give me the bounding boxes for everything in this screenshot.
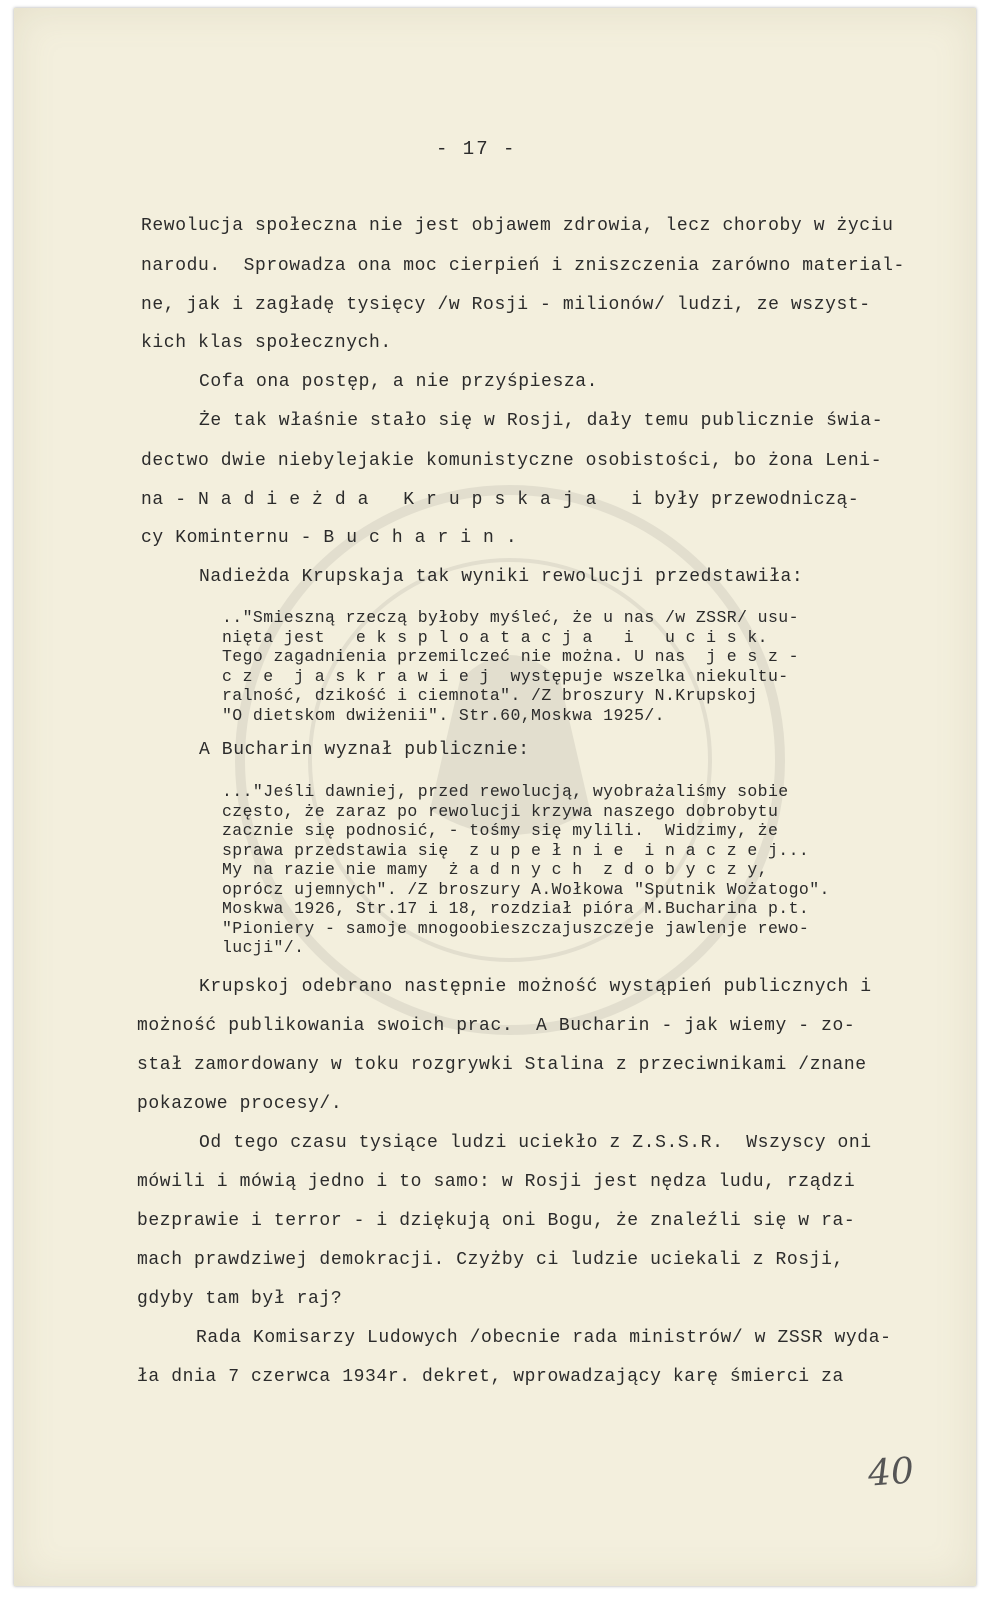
text-line: Cofa ona postęp, a nie przyśpiesza.	[199, 372, 599, 392]
text-line: Rada Komisarzy Ludowych /obecnie rada ministrów/ w ZSSR wyda-	[196, 1328, 892, 1348]
quote-line: "Pioniery - samoje mnogoobieszczajuszczeje jawlenje rewo-	[222, 919, 810, 938]
text-line: kich klas społecznych.	[141, 333, 392, 353]
text-line: możność publikowania swoich prac. A Bucharin - jak wiemy - zo-	[137, 1016, 856, 1036]
text-line: mówili i mówią jedno i to samo: w Rosji jest nędza ludu, rządzi	[137, 1172, 856, 1192]
quote-line: Moskwa 1926, Str.17 i 18, rozdział pióra M.Bucharina p.t.	[222, 899, 810, 918]
text-line: stał zamordowany w toku rozgrywki Stalina z przeciwnikami /znane	[137, 1055, 867, 1075]
text-line: ne, jak i zagładę tysięcy /w Rosji - milionów/ ludzi, ze wszyst-	[141, 295, 871, 315]
text-line: A Bucharin wyznał publicznie:	[199, 740, 530, 760]
quote-line: "O dietskom dwiżenii". Str.60,Moskwa 1925/.	[222, 706, 665, 725]
text-line: pokazowe procesy/.	[137, 1094, 343, 1114]
text-line: Krupskoj odebrano następnie możność wystąpień publicznych i	[199, 977, 872, 997]
text-line: gdyby tam był raj?	[137, 1289, 343, 1309]
quote-line: ralność, dzikość i ciemnota". /Z broszury N.Krupskoj	[222, 686, 758, 705]
page-number: - 17 -	[436, 138, 517, 160]
quote-line: często, że zaraz po rewolucji krzywa naszego dobrobytu	[222, 802, 779, 821]
quote-line: oprócz ujemnych". /Z broszury A.Wołkowa "Sputnik Wożatogo".	[222, 880, 830, 899]
text-line: Nadieżda Krupskaja tak wyniki rewolucji przedstawiła:	[199, 567, 804, 587]
quote-line: sprawa przedstawia się z u p e ł n i e i n a c z e j...	[222, 841, 810, 860]
text-line: narodu. Sprowadza ona moc cierpień i zniszczenia zarówno material-	[141, 256, 905, 276]
text-line: Że tak właśnie stało się w Rosji, dały temu publicznie świa-	[199, 411, 884, 431]
text-line: ła dnia 7 czerwca 1934r. dekret, wprowadzający karę śmierci za	[137, 1367, 844, 1387]
text-line: na - N a d i e ż d a K r u p s k a j a i były przewodniczą-	[141, 490, 860, 510]
text-line: cy Kominternu - B u c h a r i n .	[141, 528, 518, 548]
text-line: Rewolucja społeczna nie jest objawem zdrowia, lecz choroby w życiu	[141, 216, 894, 236]
quote-line: nięta jest e k s p l o a t a c j a i u c i s k.	[222, 628, 768, 647]
quote-line: .."Smieszną rzeczą byłoby myśleć, że u nas /w ZSSR/ usu-	[222, 608, 799, 627]
text-line: bezprawie i terror - i dziękują oni Bogu, że znaleźli się w ra-	[137, 1211, 856, 1231]
quote-line: ..."Jeśli dawniej, przed rewolucją, wyobrażaliśmy sobie	[222, 782, 789, 801]
quote-line: My na razie nie mamy ż a d n y c h z d o b y c z y,	[222, 860, 768, 879]
quote-line: c z e j a s k r a w i e j występuje wszelka niekultu-	[222, 667, 789, 686]
quote-line: Tego zagadnienia przemilczeć nie można. U nas j e s z -	[222, 647, 799, 666]
quote-line: zacznie się podnosić, - tośmy się mylili. Widzimy, że	[222, 821, 779, 840]
handwritten-folio-number: 40	[866, 1450, 916, 1495]
text-line: Od tego czasu tysiące ludzi uciekło z Z.S.S.R. Wszyscy oni	[199, 1133, 872, 1153]
text-line: dectwo dwie niebylejakie komunistyczne osobistości, bo żona Leni-	[141, 451, 883, 471]
text-line: mach prawdziwej demokracji. Czyżby ci ludzie uciekali z Rosji,	[137, 1250, 844, 1270]
quote-line: lucji"/.	[222, 938, 305, 957]
